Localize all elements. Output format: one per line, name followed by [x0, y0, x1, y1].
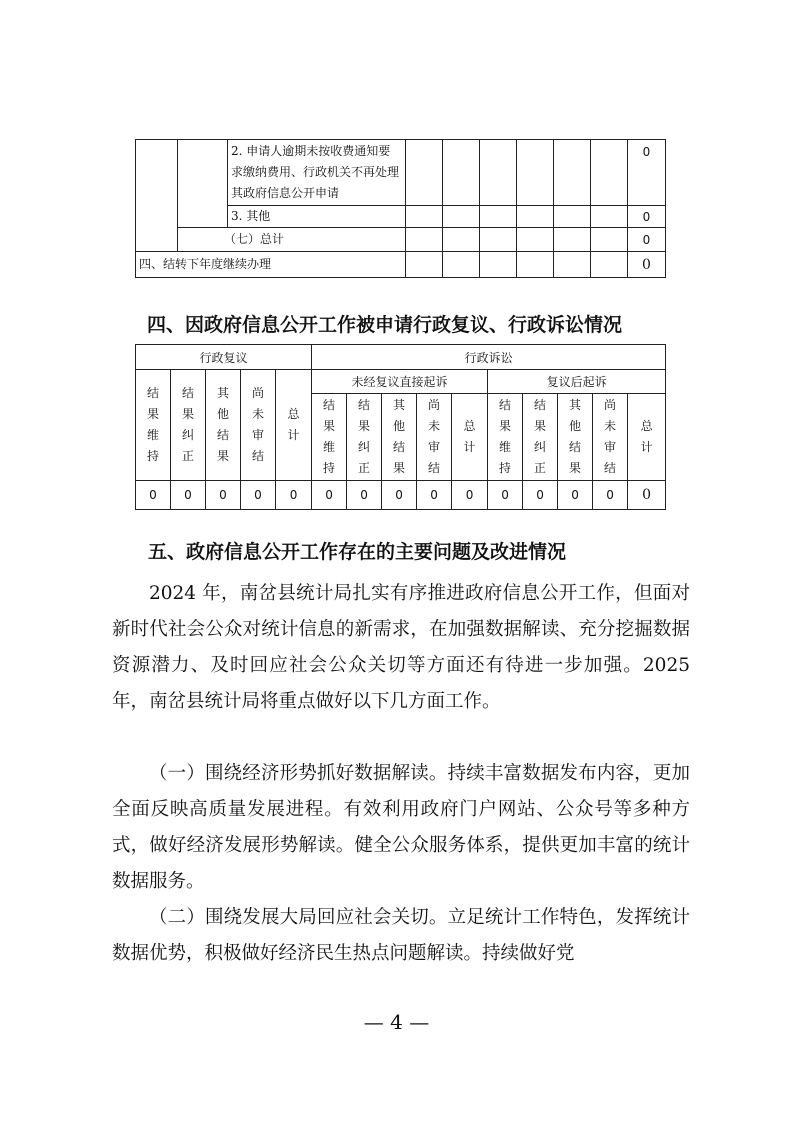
section-four-heading: 四、因政府信息公开工作被申请行政复议、行政诉讼情况 [147, 314, 623, 336]
value-cell: 0 [628, 481, 666, 510]
header-review-correct: 结果纠正 [171, 370, 206, 481]
value-cell: 0 [347, 481, 382, 510]
row-value-overdue-fee: 0 [628, 140, 666, 206]
value-cell: 0 [417, 481, 452, 510]
header-admin-review: 行政复议 [136, 345, 312, 370]
value-cell: 0 [206, 481, 241, 510]
header-review-total: 总计 [276, 370, 312, 481]
header-direct-pending: 尚未审结 [417, 394, 452, 481]
value-cell: 0 [593, 481, 628, 510]
section-five-heading: 五、政府信息公开工作存在的主要问题及改进情况 [148, 541, 567, 563]
header-after-correct: 结果纠正 [523, 394, 558, 481]
header-after-review-suit: 复议后起诉 [488, 370, 666, 394]
page-number: — 4 — [363, 1010, 430, 1034]
value-cell: 0 [382, 481, 417, 510]
header-after-total: 总计 [628, 394, 666, 481]
row-value-carryover: 0 [628, 252, 666, 278]
value-cell: 0 [136, 481, 171, 510]
sub-indent-cell [178, 140, 228, 228]
row-label-overdue-fee: 2. 申请人逾期未按收费通知要求缴纳费用、行政机关不再处理其政府信息公开申请 [228, 140, 406, 206]
value-cell: 0 [171, 481, 206, 510]
header-direct-total: 总计 [452, 394, 488, 481]
value-cell: 0 [452, 481, 488, 510]
outer-indent-cell [136, 140, 178, 252]
row-value-other: 0 [628, 206, 666, 228]
value-cell: 0 [312, 481, 347, 510]
row-value-total: 0 [628, 228, 666, 252]
review-litigation-table [135, 344, 666, 510]
row-label-total: （七）总计 [178, 228, 406, 252]
body-paragraph-intro: 2024 年，南岔县统计局扎实有序推进政府信息公开工作，但面对新时代社会公众对统计信息的新需求，在加强数据解读、充分挖掘数据资源潜力、及时回应社会公众关切等方面还有待进一步加强。2025 年，南岔县统计局将重点做好以下几方面工作。 [112, 583, 690, 712]
value-cell: 0 [488, 481, 523, 510]
header-after-other: 其他结果 [558, 394, 593, 481]
row-label-other: 3. 其他 [228, 206, 406, 228]
header-direct-correct: 结果纠正 [347, 394, 382, 481]
value-cell: 0 [241, 481, 276, 510]
header-admin-litigation: 行政诉讼 [312, 345, 666, 370]
header-after-maintain: 结果维持 [488, 394, 523, 481]
header-review-pending: 尚未审结 [241, 370, 276, 481]
value-cell: 0 [276, 481, 312, 510]
value-cell: 0 [558, 481, 593, 510]
header-direct-maintain: 结果维持 [312, 394, 347, 481]
header-review-other: 其他结果 [206, 370, 241, 481]
row-label-carryover: 四、结转下年度继续办理 [136, 252, 406, 278]
body-paragraph-item-two: （二）围绕发展大局回应社会关切。立足统计工作特色，发挥统计数据优势，积极做好经济民生热点问题解读。持续做好党 [112, 907, 690, 964]
header-direct-suit: 未经复议直接起诉 [312, 370, 488, 394]
header-direct-other: 其他结果 [382, 394, 417, 481]
body-paragraph-item-one: （一）围绕经济形势抓好数据解读。持续丰富数据发布内容，更加全面反映高质量发展进程。有效利用政府门户网站、公众号等多种方式，做好经济发展形势解读。健全公众服务体系，提供更加丰富的统计数据服务。 [112, 763, 690, 892]
disposition-table [135, 139, 666, 278]
header-review-maintain: 结果维持 [136, 370, 171, 481]
value-cell: 0 [523, 481, 558, 510]
header-after-pending: 尚未审结 [593, 394, 628, 481]
